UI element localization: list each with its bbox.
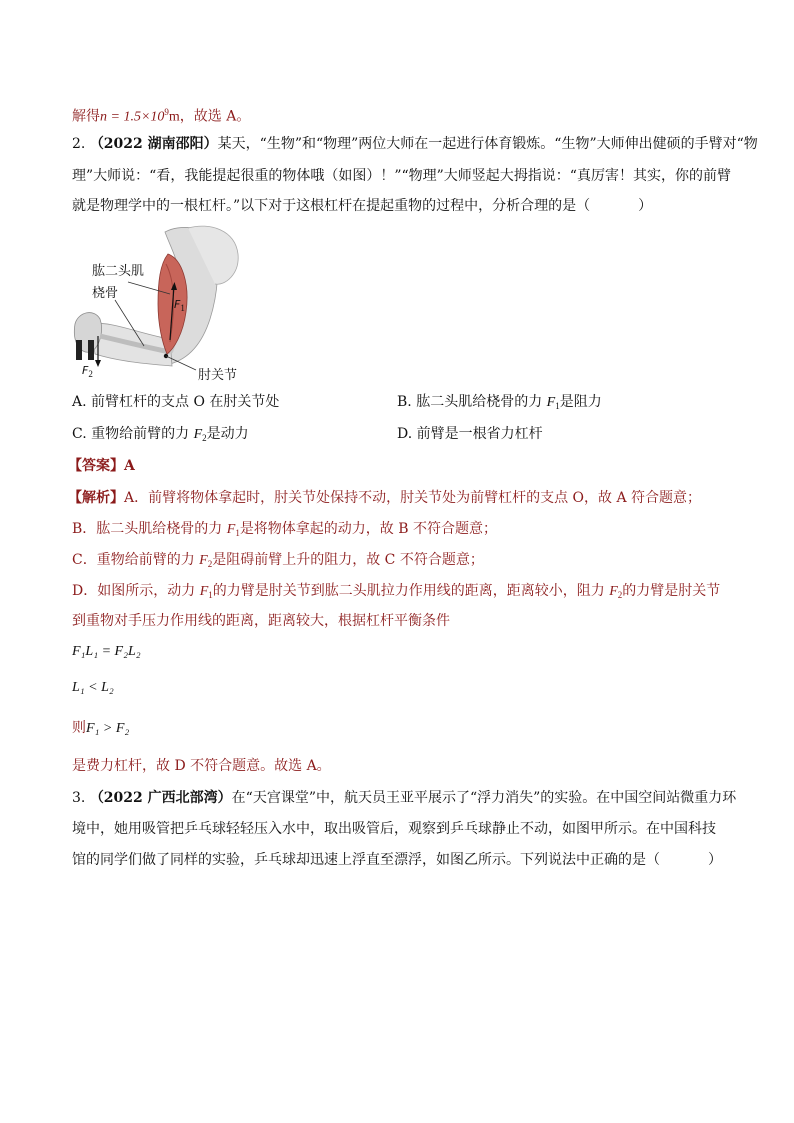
prev-suffix: ，故选 A。 [179,108,251,125]
biceps-label: 肱二头肌 [92,264,145,279]
f2-label: $F_2$ [82,364,93,379]
arm-illustration [70,224,250,386]
analysis-line-4: D．如图所示，动力 $F_1$的力臂是肘关节到肱二头肌拉力作用线的距离，距离较小，阻力 $F_2$的力臂是肘关节 [72,583,721,600]
answer-label: 【答案】A [68,458,135,474]
q3-bracket-end: ） [708,852,722,868]
option-c[interactable]: C. 重物给前臂的力 $F_2$是动力 [72,426,249,443]
analysis-final: 是费力杠杆，故 D 不符合题意。故选 A。 [72,758,331,774]
option-b[interactable]: B. 肱二头肌给桡骨的力 $F_1$是阻力 [397,394,602,411]
q3-line-2: 境中，她用吸管把乒乓球轻轻压入水中，取出吸管后，观察到乒乓球静止不动，如图甲所示。在中国科技 [72,821,716,837]
prev-math: n = 1.5×10 [100,109,165,125]
equation-3: 则F₁ > F₂ [72,720,130,736]
analysis-line-3: C．重物给前臂的力 $F_2$是阻碍前臂上升的阻力，故 C 不符合题意； [72,552,484,569]
q3-number: 3. [72,790,86,806]
q3-text-3: 馆的同学们做了同样的实验，乒乓球却迅速上浮直至漂浮，如图乙所示。下列说法中正确的是（ [72,852,660,868]
prev-prefix: 解得 [72,108,100,125]
q2-line-1 [72,134,758,154]
previous-answer-line [72,102,250,128]
prev-unit: m [168,109,180,125]
q3-source: （2022 广西北部湾） [89,790,232,806]
prev-exponent: 9 [164,107,169,117]
analysis-line-2: B．肱二头肌给桡骨的力 $F_1$是将物体拿起的动力，故 B 不符合题意； [72,521,497,538]
q2-text-3: 就是物理学中的一根杠杆。”以下对于这根杠杆在提起重物的过程中，分析合理的是（ [72,198,591,214]
equation-1: F₁L₁ = F₂L₂ [72,644,141,659]
elbow-label: 肘关节 [198,368,238,383]
q2-source: （2022 湖南邵阳） [89,136,218,152]
q2-bracket-end: ） [638,198,653,214]
equation-2: L₁ < L₂ [72,680,114,695]
f1-label: $F_1$ [174,298,185,313]
option-a[interactable]: A. 前臂杠杆的支点 O 在肘关节处 [72,394,280,410]
q3-line-3 [72,850,722,870]
analysis-line-5: 到重物对手压力作用线的距离，距离较大，根据杠杆平衡条件 [72,613,450,629]
q3-text-1: 在“天宫课堂”中，航天员王亚平展示了“浮力消失”的实验。在中国空间站微重力环 [231,790,737,806]
radius-label: 桡骨 [92,286,119,301]
q2-line-3 [72,196,652,216]
q3-line-1 [72,788,736,808]
q2-text-1: 某天，“生物”和“物理”两位大师在一起进行体育锻炼。“生物”大师伸出健硕的手臂对“物 [217,136,758,152]
option-d[interactable]: D. 前臂是一根省力杠杆 [397,426,543,442]
arm-lever-figure [70,224,250,386]
q2-number: 2. [72,136,86,152]
analysis-line-1: 【解析】A．前臂将物体拿起时，肘关节处保持不动，肘关节处为前臂杠杆的支点 O，故 A 符合题意； [68,490,702,506]
q2-line-2: 理”大师说：“看，我能提起很重的物体哦（如图）！”“物理”大师竖起大拇指说：“真厉害！其实，你的前臂 [72,168,731,184]
